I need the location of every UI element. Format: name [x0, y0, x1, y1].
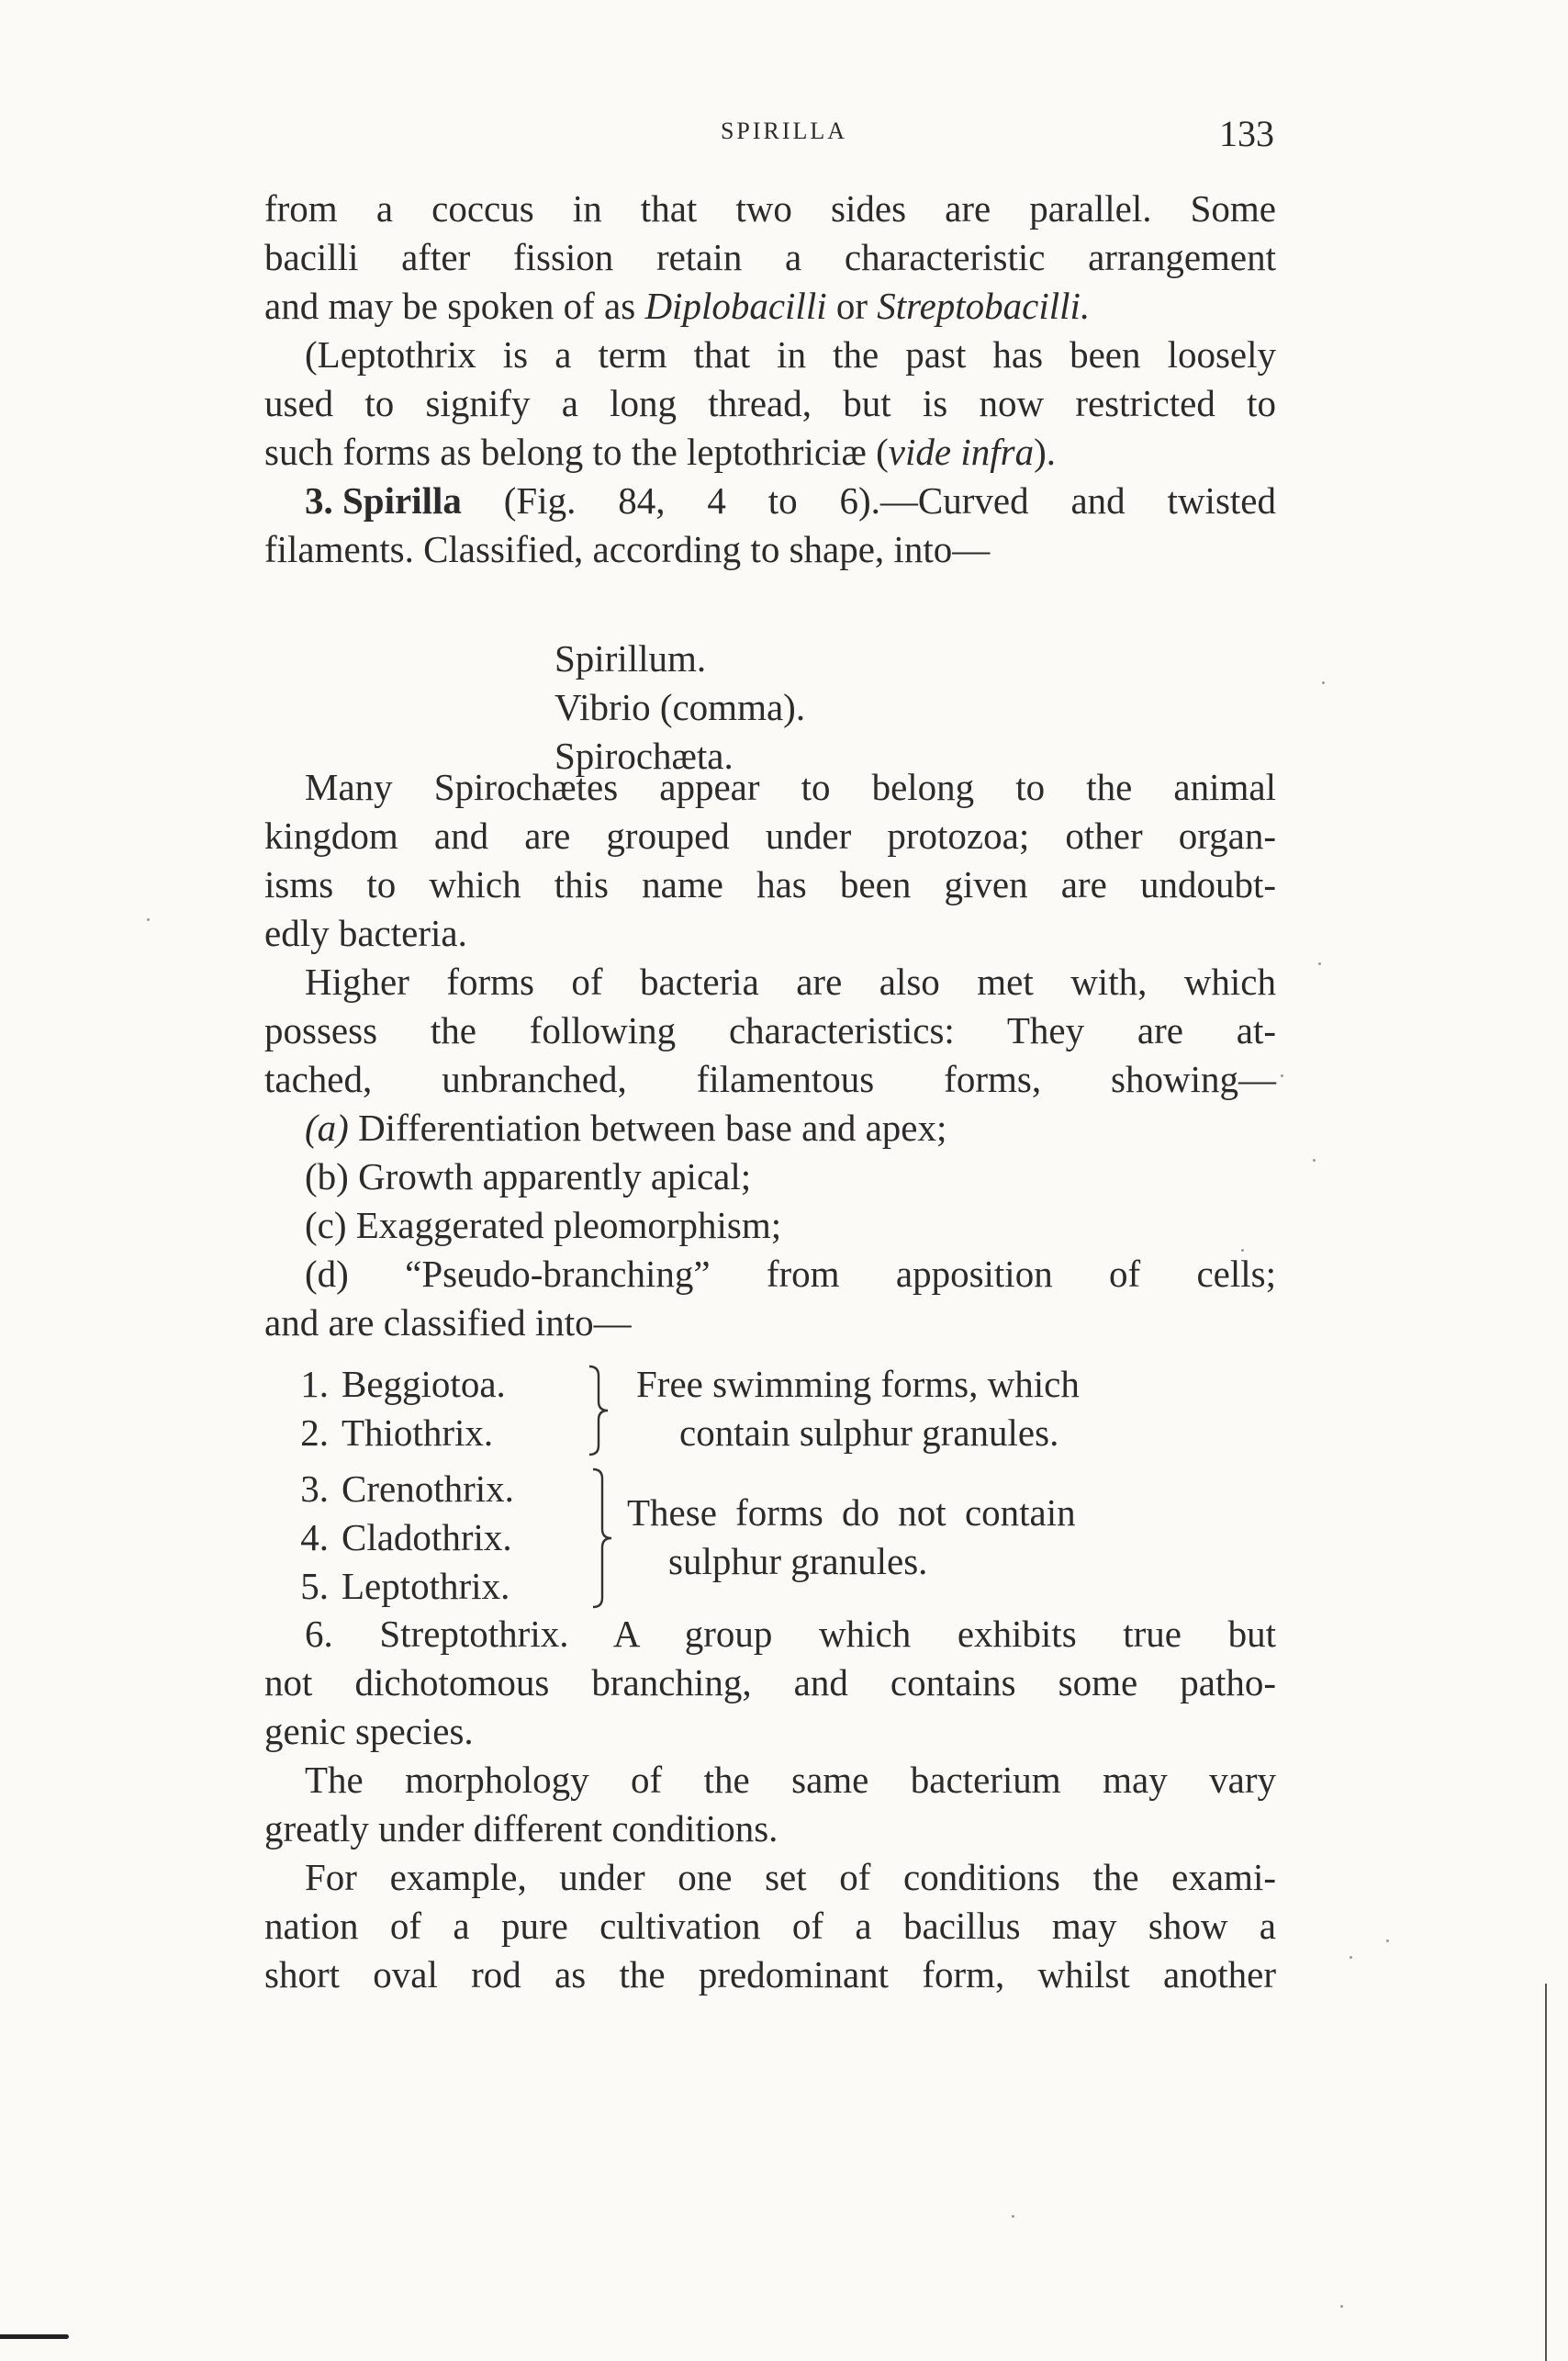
genus-3-num: 3.	[300, 1467, 329, 1510]
characteristic-d	[264, 1249, 1276, 1299]
p1-line-3	[264, 281, 1276, 331]
p2-line-1: (Leptothrix is a term that in the past has been loosely	[305, 333, 1276, 376]
p2-close: ).	[1034, 431, 1056, 473]
text-b: Growth apparently apical;	[348, 1155, 752, 1197]
group-1-note-line-1: Free swimming forms, which	[636, 1363, 1080, 1405]
genus-4	[275, 1512, 512, 1562]
scan-speck	[1241, 1249, 1244, 1252]
scan-speck	[1350, 1956, 1352, 1959]
p3-text: (Fig. 84, 4 to 6).—Curved and twisted	[461, 479, 1276, 522]
p1-line-1: from a coccus in that two sides are parallel. Some	[264, 187, 1276, 230]
genus-4-num: 4.	[300, 1516, 329, 1558]
genus-3	[275, 1464, 514, 1513]
genus-4-name: Cladothrix.	[342, 1516, 512, 1558]
term-vide-infra: vide infra	[888, 431, 1035, 473]
genus-5-name: Leptothrix.	[342, 1565, 510, 1607]
scan-speck	[1313, 1159, 1316, 1162]
text-c: Exaggerated pleomorphism;	[346, 1204, 782, 1246]
page-number: 133	[1219, 113, 1274, 154]
p3-line-1	[264, 476, 1276, 525]
type-spirillum: Spirillum.	[554, 637, 707, 680]
scan-edge-line	[1545, 1984, 1547, 2361]
scan-edge-mark	[0, 2334, 69, 2339]
scan-speck	[1281, 1074, 1283, 1077]
genus-2-num: 2.	[300, 1411, 329, 1454]
p3-line-2: filaments. Classified, according to shape, into—	[264, 528, 991, 570]
brace-group-1	[586, 1363, 613, 1458]
p2-text: such forms as belong to the leptothriciæ (	[264, 431, 889, 473]
label-b: (b)	[305, 1155, 349, 1197]
genus-3-name: Crenothrix.	[342, 1467, 514, 1510]
label-d: (d)	[305, 1253, 349, 1295]
type-spirochaeta: Spirochæta.	[554, 735, 734, 777]
genus-5-num: 5.	[300, 1565, 329, 1607]
genus-2	[275, 1408, 493, 1457]
scan-speck	[1386, 1939, 1389, 1942]
genus-5	[275, 1561, 510, 1611]
scan-speck	[1322, 681, 1325, 684]
group-2-note-line-1: These forms do not contain	[627, 1491, 1076, 1534]
text-d: “Pseudo-branching” from apposition of cells;	[348, 1253, 1276, 1295]
genus-6-line-3: genic species.	[264, 1710, 474, 1752]
section-number: 3.	[305, 479, 342, 522]
genus-1-num: 1.	[300, 1363, 329, 1405]
p7-line-3: short oval rod as the predominant form, whilst another	[264, 1953, 1276, 1996]
label-a: (a)	[305, 1107, 349, 1149]
characteristic-b	[264, 1152, 1276, 1201]
characteristic-c	[264, 1200, 1276, 1250]
scan-speck	[1318, 962, 1321, 965]
p4-line-4: edly bacteria.	[264, 912, 467, 954]
p5-line-3: tached, unbranched, filamentous forms, showing—	[264, 1058, 1276, 1100]
p6-line-2: greatly under different conditions.	[264, 1807, 778, 1849]
label-c: (c)	[305, 1204, 347, 1246]
p1-conj: or	[826, 285, 878, 327]
p1-line-2: bacilli after fission retain a characteristic arrangement	[264, 236, 1276, 278]
p5-line-2: possess the following characteristics: They are at-	[264, 1009, 1276, 1051]
p4-line-3: isms to which this name has been given are undoubt-	[264, 863, 1276, 905]
p4-line-2: kingdom and are grouped under protozoa; other organ-	[264, 815, 1276, 857]
section-heading: Spirilla	[342, 479, 462, 522]
p7-line-2: nation of a pure cultivation of a bacillus may show a	[264, 1905, 1276, 1947]
genus-1-name: Beggiotoa.	[342, 1363, 506, 1405]
p5-line-1: Higher forms of bacteria are also met with, which	[305, 961, 1276, 1003]
genus-6-line-2: not dichotomous branching, and contains some patho-	[264, 1661, 1276, 1703]
classified-line: and are classified into—	[264, 1301, 632, 1344]
text-a: Differentiation between base and apex;	[348, 1107, 947, 1149]
term-diplobacilli: Diplobacilli	[644, 285, 827, 327]
p1-text: and may be spoken of as	[264, 285, 645, 327]
genus-2-name: Thiothrix.	[342, 1411, 494, 1454]
scan-speck	[1012, 2215, 1014, 2218]
term-streptobacilli: Streptobacilli.	[877, 285, 1091, 327]
p2-line-3	[264, 427, 1276, 477]
type-vibrio: Vibrio (comma).	[554, 686, 806, 728]
scan-speck	[1340, 2305, 1343, 2308]
p6-line-1: The morphology of the same bacterium may vary	[305, 1759, 1276, 1801]
genus-1	[275, 1359, 506, 1409]
scan-speck	[147, 918, 150, 921]
p7-line-1: For example, under one set of conditions the exami-	[305, 1856, 1276, 1898]
group-2-note-line-2: sulphur granules.	[668, 1540, 928, 1582]
genus-6-line-1: 6. Streptothrix. A group which exhibits true but	[305, 1613, 1276, 1655]
characteristic-a	[264, 1103, 1276, 1152]
running-title: SPIRILLA	[720, 118, 848, 144]
group-1-note-line-2: contain sulphur granules.	[679, 1411, 1059, 1454]
brace-group-2	[589, 1466, 617, 1611]
p2-line-2: used to signify a long thread, but is now restricted to	[264, 382, 1276, 424]
p4-line-1: Many Spirochætes appear to belong to the animal	[305, 766, 1276, 808]
